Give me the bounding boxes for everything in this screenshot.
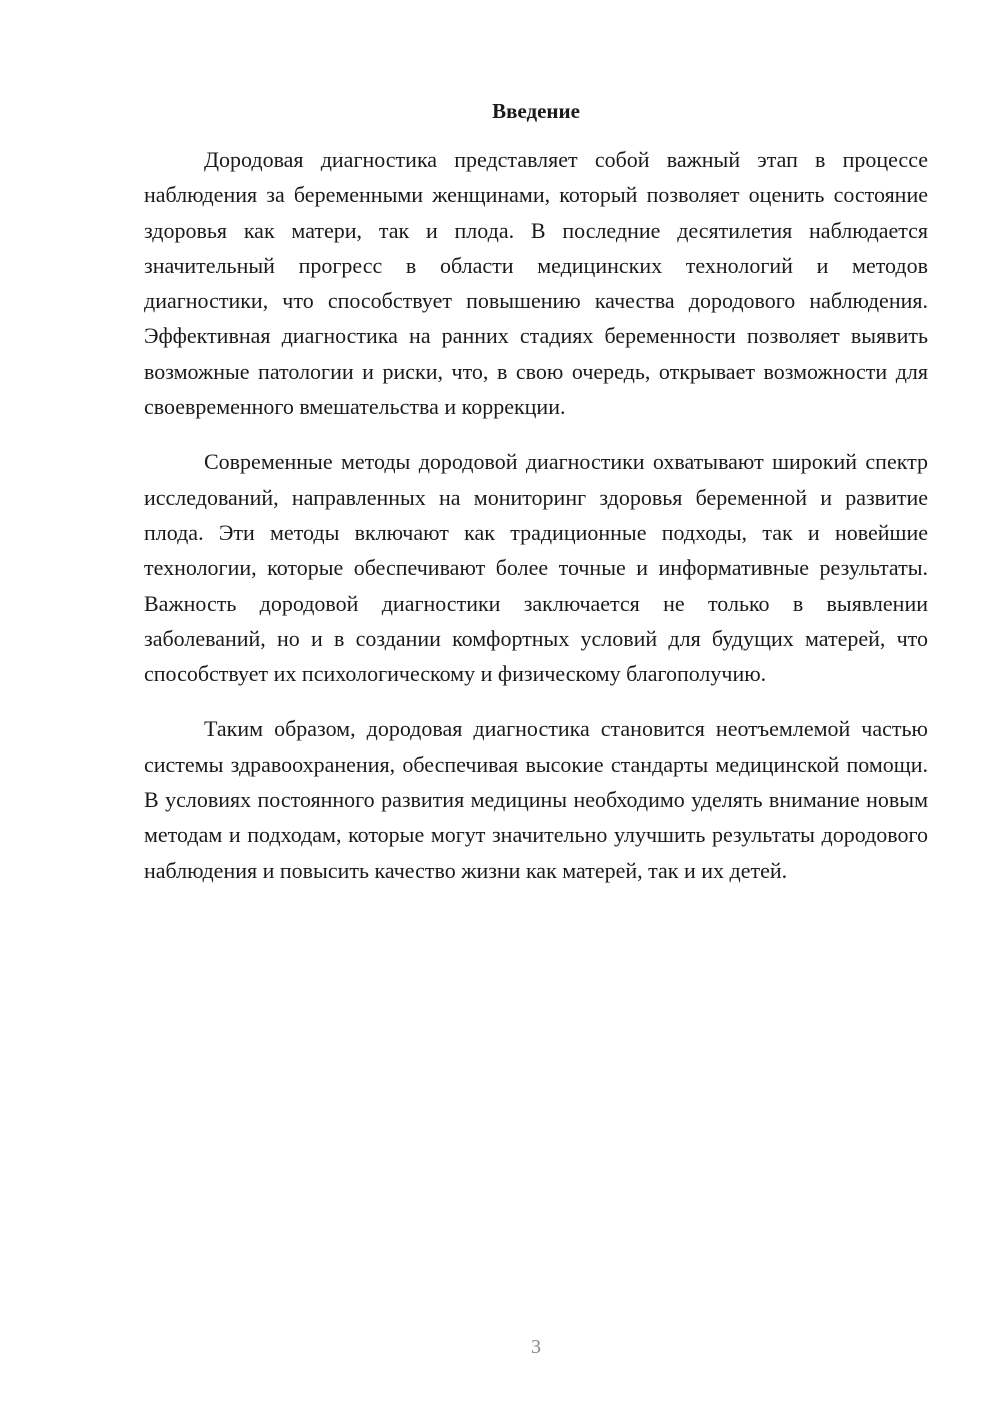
section-title: Введение	[492, 99, 580, 123]
page-number: 3	[531, 1336, 541, 1358]
paragraph-2: Современные методы дородовой диагностики охватывают широкий спектр исследований, направленных на мониторинг здоровья беременной и развитие плода. Эти методы включают как традиционные подходы, так и новейшие технологии, которые обеспечивают более точные и информативные результаты. Важность дородовой диагностики заключается не только в выявлении заболеваний, но и в создании комфортных условий для будущих матерей, что способствует их психологическому и физическому благополучию.	[144, 449, 928, 687]
document-body	[144, 142, 928, 908]
paragraph-1: Дородовая диагностика представляет собой важный этап в процессе наблюдения за беременными женщинами, который позволяет оценить состояние здоровья как матери, так и плода. В последние десятилетия наблюдается значительный прогресс в области медицинских технологий и методов диагностики, что способствует повышению качества дородового наблюдения. Эффективная диагностика на ранних стадиях беременности позволяет выявить возможные патологии и риски, что, в свою очередь, открывает возможности для своевременного вмешательства и коррекции.	[144, 147, 928, 420]
paragraph-3: Таким образом, дородовая диагностика становится неотъемлемой частью системы здравоохранения, обеспечивая высокие стандарты медицинской помощи. В условиях постоянного развития медицины необходимо уделять внимание новым методам и подходам, которые могут значительно улучшить результаты дородового наблюдения и повысить качество жизни как матерей, так и их детей.	[144, 716, 928, 883]
